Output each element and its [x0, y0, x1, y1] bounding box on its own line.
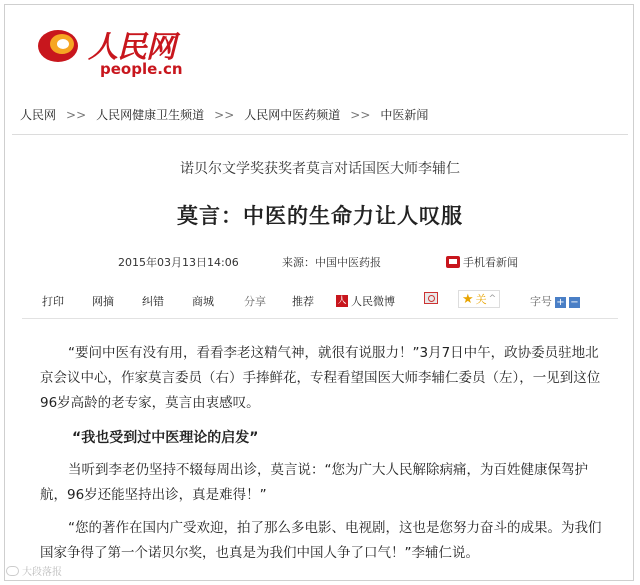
recommend-button[interactable]: 推荐 — [292, 295, 314, 308]
star-icon: ★ — [462, 291, 474, 307]
breadcrumb-item-people[interactable]: 人民网 — [20, 108, 57, 122]
chevron-up-icon: ^ — [488, 294, 497, 304]
breadcrumb-item-tcm[interactable]: 人民网中医药频道 — [244, 108, 341, 122]
people-daily-logo-icon — [36, 24, 84, 64]
font-increase-button[interactable]: + — [556, 296, 565, 308]
site-logo[interactable] — [36, 18, 196, 78]
article-title: 莫言：中医的生命力让人叹服 — [177, 204, 463, 228]
article-paragraph-3: “您的著作在国内广受欢迎，拍了那么多电影、电视剧，这也是您努力奋斗的成果。为我们国家争得了第一个诺贝尔奖，也真是为我们中国人争了口气！”李辅仁说。 — [40, 520, 602, 561]
font-size-control — [530, 293, 580, 309]
article-section-heading: “我也受到过中医理论的启发” — [72, 430, 259, 446]
logo-text-cn: 人民网 — [88, 30, 175, 65]
web-clip-button[interactable]: 网摘 — [92, 295, 114, 308]
breadcrumb-separator: >> — [66, 108, 87, 122]
breadcrumb-separator: >> — [350, 108, 371, 122]
font-size-label: 字号 — [530, 295, 552, 308]
weibo-icon: 人 — [337, 296, 347, 306]
correct-button[interactable]: 纠错 — [142, 295, 164, 308]
article-paragraph-1: “要问中医有没有用，看看李老这精气神，就很有说服力！”3月7日中午，政协委员驻地北京会议中心，作家莫言委员（右）手捧鲜花，专程看望国医大师李辅仁委员（左），一见到这位96岁高龄的老专家，莫言由衷感叹。 — [40, 345, 601, 411]
mobile-news-label: 手机看新闻 — [463, 256, 518, 269]
watermark-text: 大段落报 — [22, 567, 62, 578]
weibo-watermark-icon — [6, 566, 19, 576]
share-button[interactable]: 分享 — [244, 295, 266, 308]
breadcrumb-item-health[interactable]: 人民网健康卫生频道 — [96, 108, 205, 122]
font-decrease-button[interactable]: − — [570, 296, 579, 308]
mobile-news-link[interactable] — [446, 254, 518, 270]
divider — [12, 134, 628, 135]
article-subtitle: 诺贝尔文学奖获奖者莫言对话国医大师李辅仁 — [180, 161, 460, 177]
breadcrumb — [20, 106, 428, 123]
phone-icon — [446, 256, 460, 268]
article-paragraph-2: 当听到李老仍坚持不辍每周出诊，莫言说：“您为广大人民解除病痛，为百姓健康保驾护航，96岁还能坚持出诊，真是难得！” — [40, 462, 588, 503]
rss-button[interactable] — [424, 292, 438, 304]
article-source: 来源：中国中医药报 — [282, 256, 381, 269]
breadcrumb-separator: >> — [214, 108, 235, 122]
follow-button[interactable] — [458, 290, 500, 308]
weibo-share-button[interactable] — [336, 293, 395, 309]
article-date: 2015年03月13日14:06 — [118, 256, 239, 269]
follow-label: 关 — [475, 293, 487, 306]
rss-icon — [424, 292, 438, 304]
logo-text-en: people.cn — [100, 60, 183, 78]
print-button[interactable]: 打印 — [42, 295, 64, 308]
weibo-label: 人民微博 — [351, 295, 395, 308]
breadcrumb-item-tcm-news[interactable]: 中医新闻 — [380, 108, 429, 122]
mall-link[interactable]: 商城 — [192, 295, 214, 308]
article-toolbar — [34, 289, 594, 311]
watermark — [6, 563, 62, 578]
divider — [22, 318, 618, 319]
